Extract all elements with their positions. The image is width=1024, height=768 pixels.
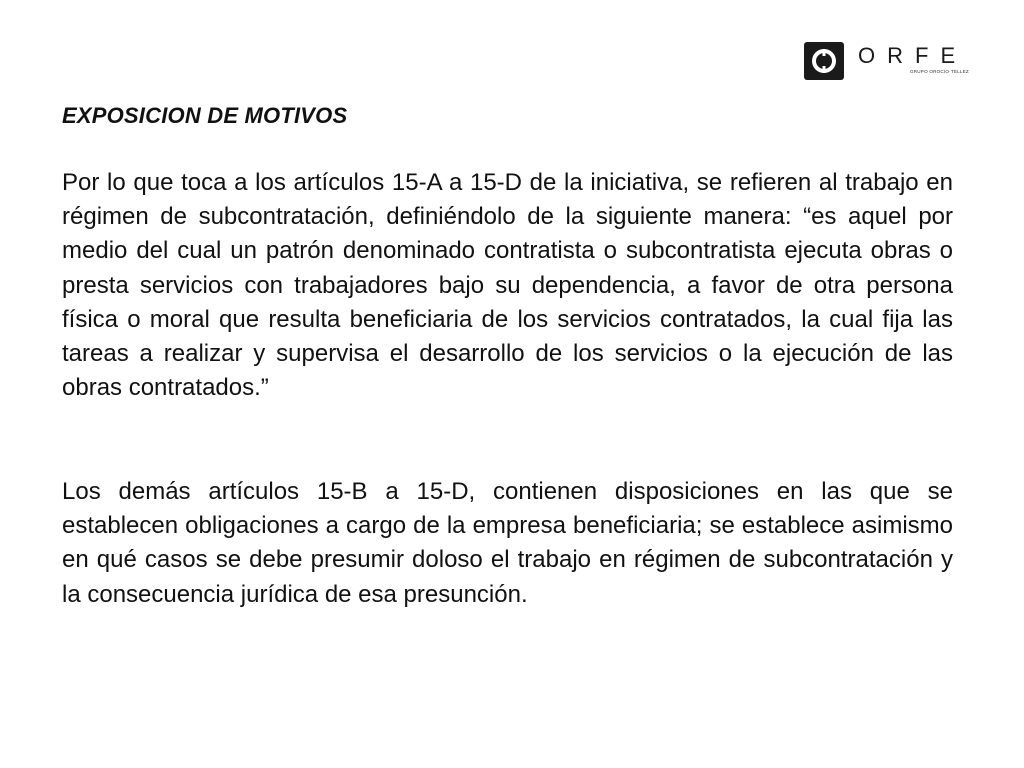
company-logo	[804, 40, 984, 84]
logo-wordmark: ORFE	[858, 43, 968, 68]
orfe-emblem-icon	[804, 42, 844, 80]
logo-subtitle: GRUPO OROCIO·TELLEZ	[910, 69, 969, 74]
document-title: EXPOSICION DE MOTIVOS	[62, 103, 348, 128]
paragraph-articles-15b-15d: Los demás artículos 15-B a 15-D, contienen disposiciones en las que se establecen obligaciones a cargo de la empresa beneficiaria; se establece asimismo en qué casos se debe presumir doloso el trabajo en régimen de subcontratación y la consecuencia jurídica de esa presunción.	[62, 478, 953, 608]
paragraph-articles-15a-15d: Por lo que toca a los artículos 15-A a 15-D de la iniciativa, se refieren al trabajo en régimen de subcontratación, definiéndolo de la siguiente manera: “es aquel por medio del cual un patrón denominado contratista o subcontratista ejecuta obras o presta servicios con trabajadores bajo su dependencia, a favor de otra persona física o moral que resulta beneficiaria de los servicios contratados, la cual fija las tareas a realizar y supervisa el desarrollo de los servicios o la ejecución de las obras contratados.”	[62, 169, 953, 402]
